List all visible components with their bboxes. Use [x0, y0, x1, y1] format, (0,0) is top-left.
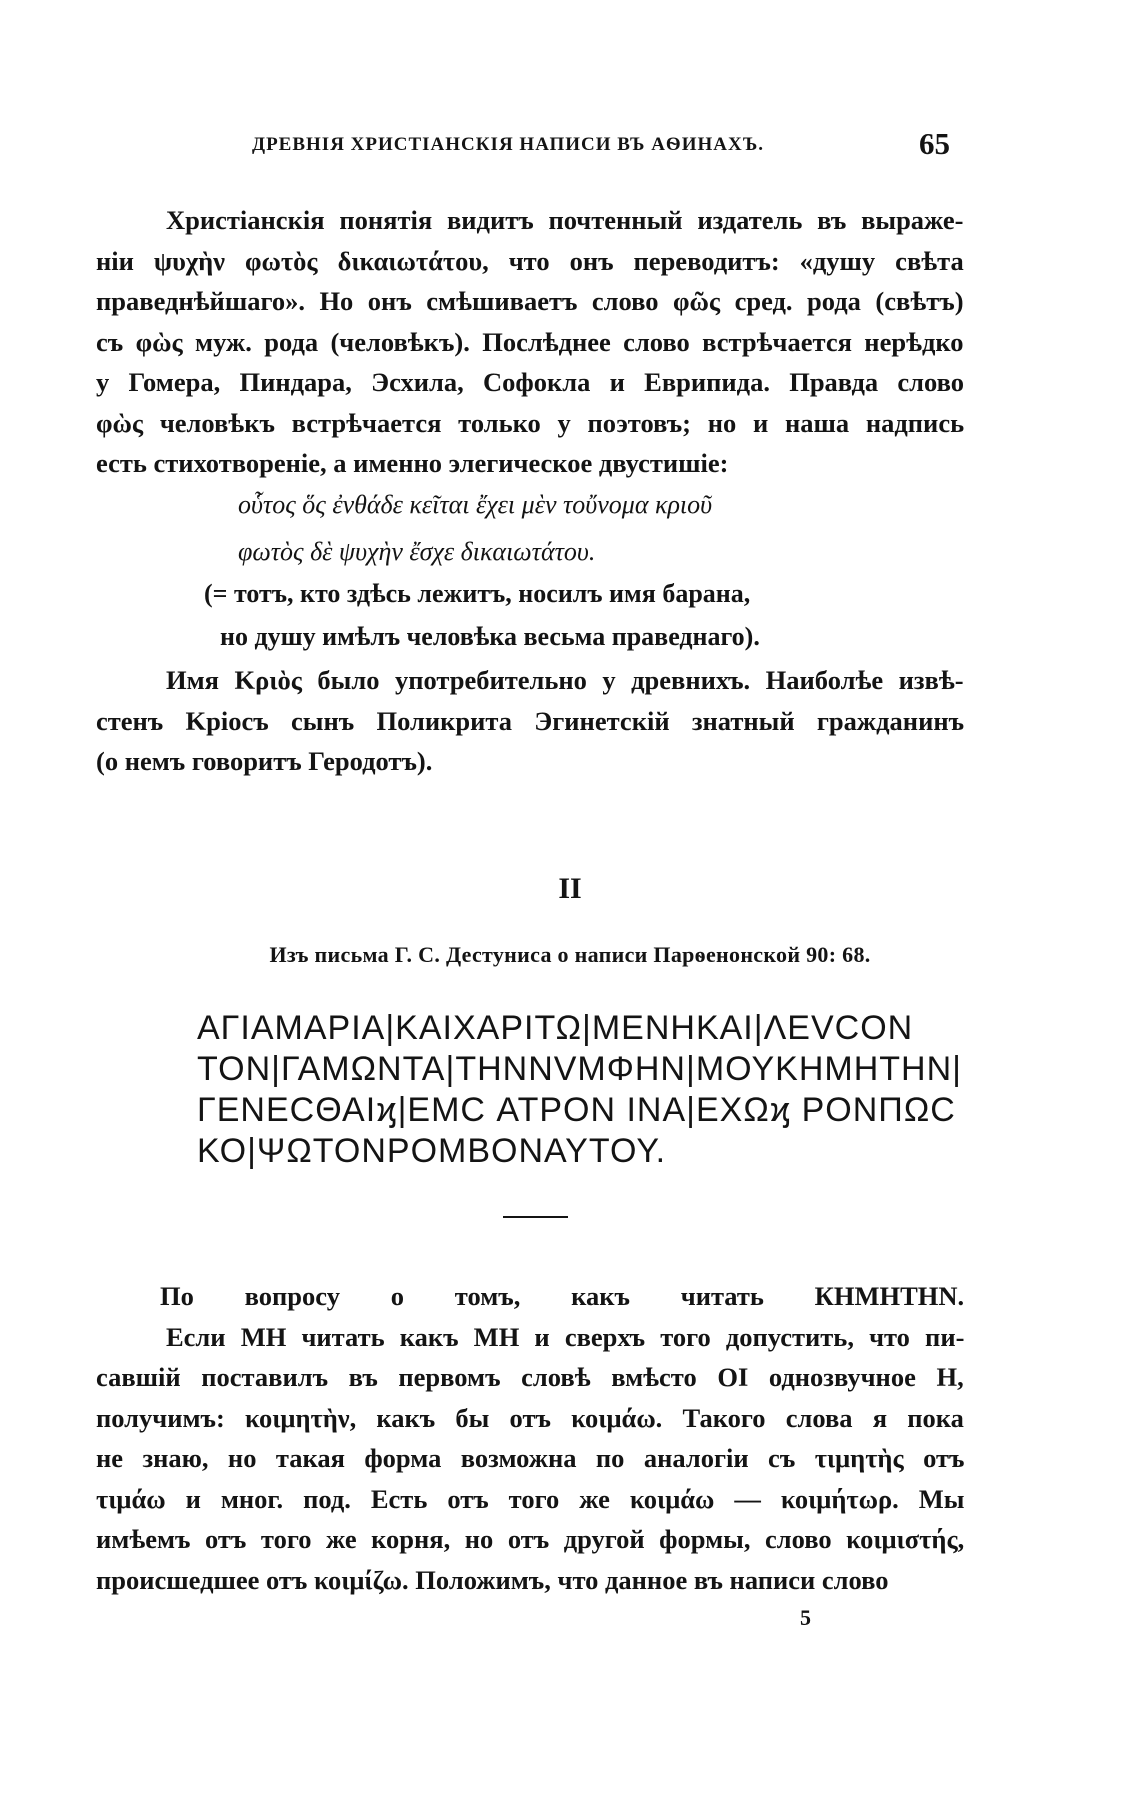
text-line: ніи ψυχὴν φωτὸς δικαιωτάτου, что онъ переводитъ: «душу свѣта	[96, 245, 964, 276]
verse-translation-line-2: но душу имѣлъ человѣка весьма праведнаго).	[220, 622, 760, 651]
paragraph-reading-question	[96, 1276, 964, 1600]
section-divider	[503, 1216, 568, 1218]
text-line: (о немъ говоритъ Геродотъ).	[96, 746, 433, 776]
text-line: у Гомера, Пиндара, Эсхила, Софокла и Еврипида. Правда слово	[96, 367, 964, 397]
text-line: стенъ Κріосъ сынъ Поликрита Эгинетскій знатный гражданинъ	[96, 705, 965, 736]
greek-verse-line-1: οὗτος ὅς ἐνθάδε κεῖται ἔχει μὲν τοὔνομα κριοῦ	[238, 490, 713, 519]
inscription-line: ΚΟ|ΨΩΤΟΝΡΟΜΒΟΝΑΥΤΟΥ.	[197, 1132, 667, 1170]
text-line: τιμάω и мног. под. Есть отъ того же κοιμάω — κοιμήτωρ. Мы	[96, 1483, 965, 1514]
text-line: имѣемъ отъ того же корня, но отъ другой формы, слово κοιμιστής,	[96, 1524, 965, 1554]
page-header	[252, 126, 950, 166]
text-line: По вопросу о томъ, какъ читать КНМНТНN.	[160, 1281, 965, 1311]
inscription-line: ΤΟΝ|ΓΑΜΩΝΤΑ|ΤΗΝΝVΜΦΗΝ|ΜΟΥΚΗΜΗΤΗΝ|	[197, 1050, 962, 1088]
text-line: получимъ: κοιμητὴν, какъ бы отъ κοιμάω. Такого слова я пока	[96, 1402, 964, 1433]
text-line: Христіанскія понятія видитъ почтенный издатель въ выраже-	[166, 205, 964, 235]
text-line: φὼς человѣкъ встрѣчается только у поэтовъ; но и наша надпись	[96, 407, 965, 438]
text-line: есть стихотвореніе, а именно элегическое двустишіе:	[96, 448, 729, 478]
section-title: Изъ письма Г. С. Дестуниса о написи Парѳенонской 90: 68.	[269, 942, 871, 967]
text-line: происшедшее отъ κοιμίζω. Положимъ, что данное въ написи слово	[96, 1564, 889, 1595]
page-number: 65	[919, 126, 950, 161]
running-title: ДРЕВНІЯ ХРИСТІАНСКІЯ НАПИСИ ВЪ АѲИНАХЪ.	[252, 134, 764, 155]
greek-verse-line-2: φωτὸς δὲ ψυχὴν ἔσχε δικαιωτάτου.	[238, 537, 596, 566]
inscription-line: ΓΕΝΕCΘΑΙϗ|ΕΜC ΑΤΡΟΝ ΙΝΑ|ΕΧΩϗ ΡΟΝΠΩC	[197, 1091, 956, 1129]
text-line: Имя Κριὸς было употребительно у древнихъ. Наиболѣе извѣ-	[166, 665, 964, 695]
signature-mark: 5	[800, 1605, 811, 1630]
paragraph-christian-concepts	[96, 200, 964, 484]
text-line: праведнѣйшаго». Но онъ смѣшиваетъ слово φῶς сред. рода (свѣтъ)	[96, 286, 964, 316]
text-line: не знаю, но такая форма возможна по аналогіи съ τιμητὴς отъ	[96, 1443, 965, 1473]
inscription-line: ΑΓΙΑΜΑΡΙΑ|ΚΑΙΧΑΡΙΤΩ|ΜΕΝΗΚΑΙ|ΛΕVCON	[197, 1009, 914, 1047]
inscription-transcription	[197, 1008, 962, 1172]
section-number: II	[558, 872, 582, 905]
verse-translation-line-1: (= тотъ, кто здѣсь лежитъ, носилъ имя барана,	[204, 579, 751, 608]
text-line: съ φὼς муж. рода (человѣкъ). Послѣднее слово встрѣчается нерѣдко	[96, 326, 964, 357]
paragraph-krios-name	[96, 660, 964, 782]
text-line: савшій поставилъ въ первомъ словѣ вмѣсто ΟΙ однозвучное Η,	[96, 1362, 964, 1392]
text-line: Если МН читать какъ МН и сверхъ того допустить, что пи-	[166, 1321, 965, 1352]
